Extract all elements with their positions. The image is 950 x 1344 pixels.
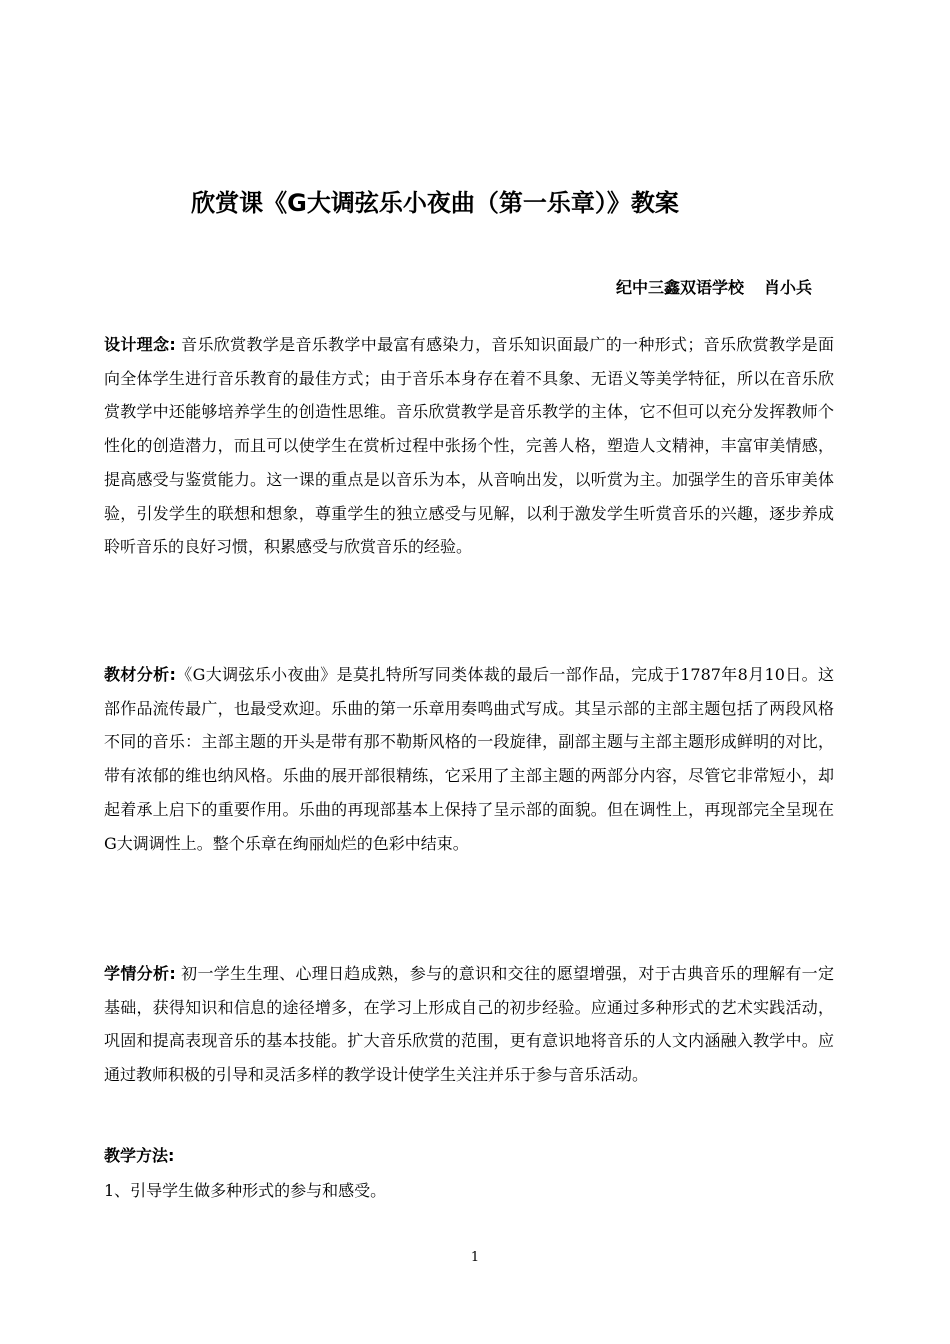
- section-text: 音乐欣赏教学是音乐教学中最富有感染力，音乐知识面最广的一种形式；音乐欣赏教学是面向全体学生进行音乐教育的最佳方式；由于音乐本身存在着不具象、无语义等美学特征，所以在音乐欣赏教学中还能够培养学生的创造性思维。音乐欣赏教学是音乐教学的主体，它不但可以充分发挥教师个性化的创造潜力，而且可以使学生在赏析过程中张扬个性，完善人格，塑造人文精神，丰富审美情感，提高感受与鉴赏能力。这一课的重点是以音乐为本，从音响出发，以听赏为主。加强学生的音乐审美体验，引发学生的联想和想象，尊重学生的独立感受与见解，以利于激发学生听赏音乐的兴趣，逐步养成聆听音乐的良好习惯，积累感受与欣赏音乐的经验。: [104, 335, 834, 557]
- section-text: 初一学生生理、心理日趋成熟，参与的意识和交往的愿望增强，对于古典音乐的理解有一定基础，获得知识和信息的途径增多，在学习上形成自己的初步经验。应通过多种形式的艺术实践活动，巩固和提高表现音乐的基本技能。扩大音乐欣赏的范围，更有意识地将音乐的人文内涵融入教学中。应通过教师积极的引导和灵活多样的教学设计使学生关注并乐于参与音乐活动。: [104, 964, 834, 1085]
- section-label: 学情分析:: [104, 964, 176, 983]
- author-name: 肖小兵: [763, 278, 812, 297]
- teaching-methods-heading: 教学方法:: [104, 1146, 175, 1165]
- author-school: 纪中三鑫双语学校: [615, 278, 744, 297]
- section-label: 教材分析:: [104, 665, 176, 684]
- section-text: 《G大调弦乐小夜曲》是莫扎特所写同类体裁的最后一部作品，完成于1787年8月10日。这部作品流传最广，也最受欢迎。乐曲的第一乐章用奏鸣曲式写成。其呈示部的主部主题包括了两段风格不同的音乐：主部主题的开头是带有那不勒斯风格的一段旋律，副部主题与主部主题形成鲜明的对比，带有浓郁的维也纳风格。乐曲的展开部很精练，它采用了主部主题的两部分内容，尽管它非常短小，却起着承上启下的重要作用。乐曲的再现部基本上保持了呈示部的面貌。但在调性上，再现部完全呈现在G大调调性上。整个乐章在绚丽灿烂的色彩中结束。: [104, 665, 835, 853]
- method-item: 1、引导学生做多种形式的参与和感受。: [104, 1181, 387, 1200]
- section-label: 设计理念:: [104, 335, 176, 354]
- document-title: 欣赏课《G大调弦乐小夜曲（第一乐章）》教案: [191, 189, 679, 217]
- author-line: [616, 275, 812, 298]
- page-number: 1: [470, 1250, 480, 1265]
- design-concept-paragraph: [104, 328, 834, 564]
- student-analysis-paragraph: [104, 957, 834, 1092]
- material-analysis-paragraph: [104, 658, 834, 860]
